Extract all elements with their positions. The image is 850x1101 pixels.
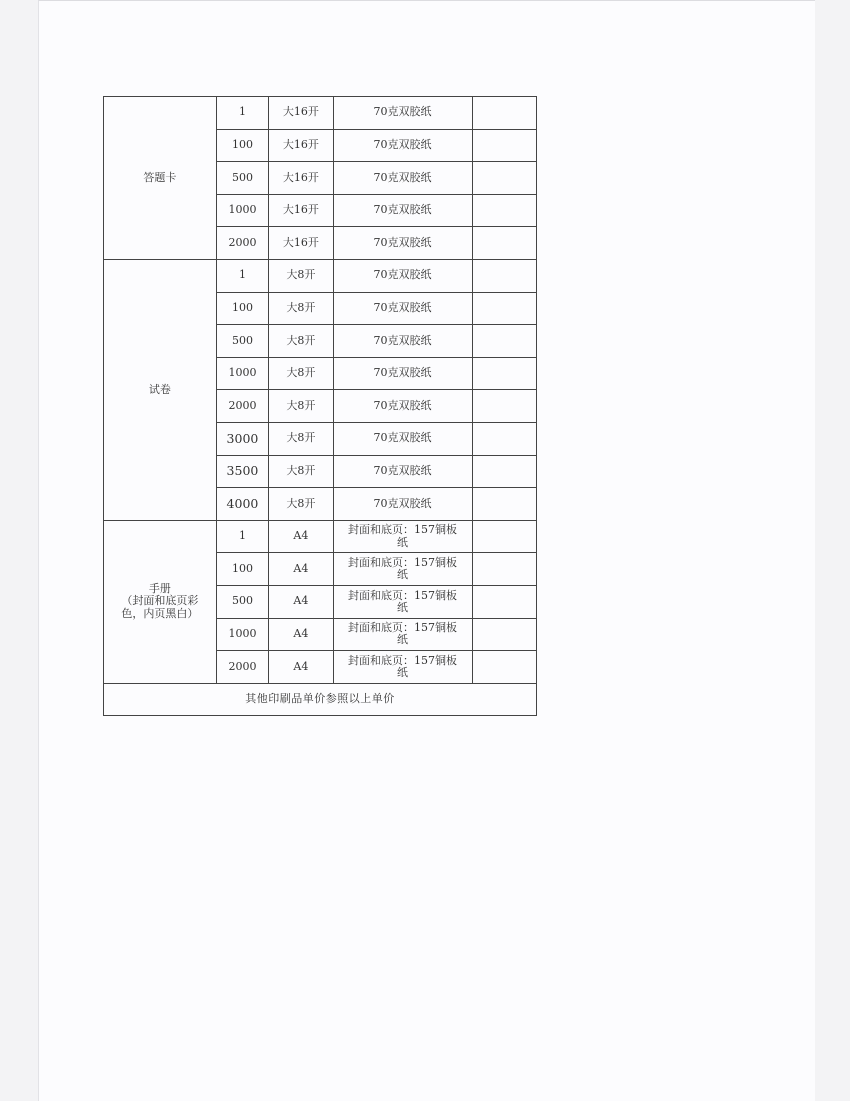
price-cell [472, 162, 536, 195]
size-cell: 大16开 [269, 129, 333, 162]
size-cell: 大8开 [269, 325, 333, 358]
price-cell [472, 325, 536, 358]
size-cell: 大16开 [269, 97, 333, 130]
size-cell: 大8开 [269, 292, 333, 325]
paper-cell: 70克双胶纸 [333, 357, 472, 390]
quantity-cell: 100 [216, 292, 268, 325]
quantity-cell: 1000 [216, 618, 268, 651]
table-row [104, 97, 537, 130]
size-cell: A4 [269, 553, 333, 586]
paper-line: 纸 [397, 535, 409, 549]
paper-cell [333, 651, 472, 684]
quantity-cell: 1000 [216, 357, 268, 390]
quantity-cell: 500 [216, 162, 268, 195]
price-cell [472, 227, 536, 260]
size-cell: 大8开 [269, 357, 333, 390]
price-cell [472, 651, 536, 684]
category-cell: 试卷 [104, 259, 217, 520]
size-cell: 大16开 [269, 227, 333, 260]
quantity-cell: 4000 [216, 488, 268, 521]
price-cell [472, 488, 536, 521]
price-cell [472, 129, 536, 162]
paper-line: 纸 [397, 633, 409, 647]
paper-cell: 70克双胶纸 [333, 227, 472, 260]
price-cell [472, 390, 536, 423]
quantity-cell: 1 [216, 520, 268, 553]
quantity-cell: 500 [216, 585, 268, 618]
paper-cell: 70克双胶纸 [333, 259, 472, 292]
size-cell: 大8开 [269, 259, 333, 292]
price-cell [472, 585, 536, 618]
footer-note: 其他印刷品单价参照以上单价 [104, 683, 537, 715]
price-cell [472, 422, 536, 455]
size-cell: 大8开 [269, 390, 333, 423]
quantity-cell: 2000 [216, 227, 268, 260]
paper-line: 封面和底页：157铜板 [348, 523, 458, 537]
size-cell: A4 [269, 585, 333, 618]
price-table [103, 96, 537, 716]
quantity-cell: 100 [216, 129, 268, 162]
paper-cell [333, 585, 472, 618]
price-cell [472, 618, 536, 651]
paper-cell: 70克双胶纸 [333, 455, 472, 488]
paper-cell: 70克双胶纸 [333, 390, 472, 423]
quantity-cell: 1000 [216, 194, 268, 227]
size-cell: 大8开 [269, 455, 333, 488]
paper-cell: 70克双胶纸 [333, 97, 472, 130]
category-cell: 答题卡 [104, 97, 217, 260]
size-cell: A4 [269, 618, 333, 651]
paper-line: 封面和底页：157铜板 [348, 621, 458, 635]
paper-line: 封面和底页：157铜板 [348, 556, 458, 570]
quantity-cell: 1 [216, 259, 268, 292]
paper-cell: 70克双胶纸 [333, 129, 472, 162]
paper-line: 纸 [397, 665, 409, 679]
paper-cell [333, 618, 472, 651]
quantity-cell: 100 [216, 553, 268, 586]
price-cell [472, 292, 536, 325]
quantity-cell: 3000 [216, 422, 268, 455]
size-cell: 大8开 [269, 422, 333, 455]
price-cell [472, 97, 536, 130]
paper-cell [333, 520, 472, 553]
size-cell: 大8开 [269, 488, 333, 521]
paper-cell: 70克双胶纸 [333, 422, 472, 455]
paper-cell [333, 553, 472, 586]
price-cell [472, 194, 536, 227]
size-cell: 大16开 [269, 162, 333, 195]
category-line: （封面和底页彩 [121, 594, 199, 608]
paper-cell: 70克双胶纸 [333, 488, 472, 521]
paper-line: 纸 [397, 600, 409, 614]
quantity-cell: 500 [216, 325, 268, 358]
table-row [104, 520, 537, 553]
size-cell: A4 [269, 651, 333, 684]
paper-cell: 70克双胶纸 [333, 194, 472, 227]
category-line: 色，内页黑白） [121, 607, 199, 621]
table-row [104, 259, 537, 292]
category-line: 手册 [148, 581, 171, 595]
paper-cell: 70克双胶纸 [333, 162, 472, 195]
price-cell [472, 357, 536, 390]
quantity-cell: 2000 [216, 651, 268, 684]
paper-cell: 70克双胶纸 [333, 292, 472, 325]
paper-cell: 70克双胶纸 [333, 325, 472, 358]
paper-line: 封面和底页：157铜板 [348, 653, 458, 667]
paper-line: 纸 [397, 568, 409, 582]
quantity-cell: 3500 [216, 455, 268, 488]
price-cell [472, 520, 536, 553]
paper-line: 封面和底页：157铜板 [348, 588, 458, 602]
size-cell: A4 [269, 520, 333, 553]
quantity-cell: 1 [216, 97, 268, 130]
price-cell [472, 553, 536, 586]
quantity-cell: 2000 [216, 390, 268, 423]
footer-row [104, 683, 537, 715]
price-cell [472, 259, 536, 292]
price-cell [472, 455, 536, 488]
size-cell: 大16开 [269, 194, 333, 227]
category-cell [104, 520, 217, 683]
